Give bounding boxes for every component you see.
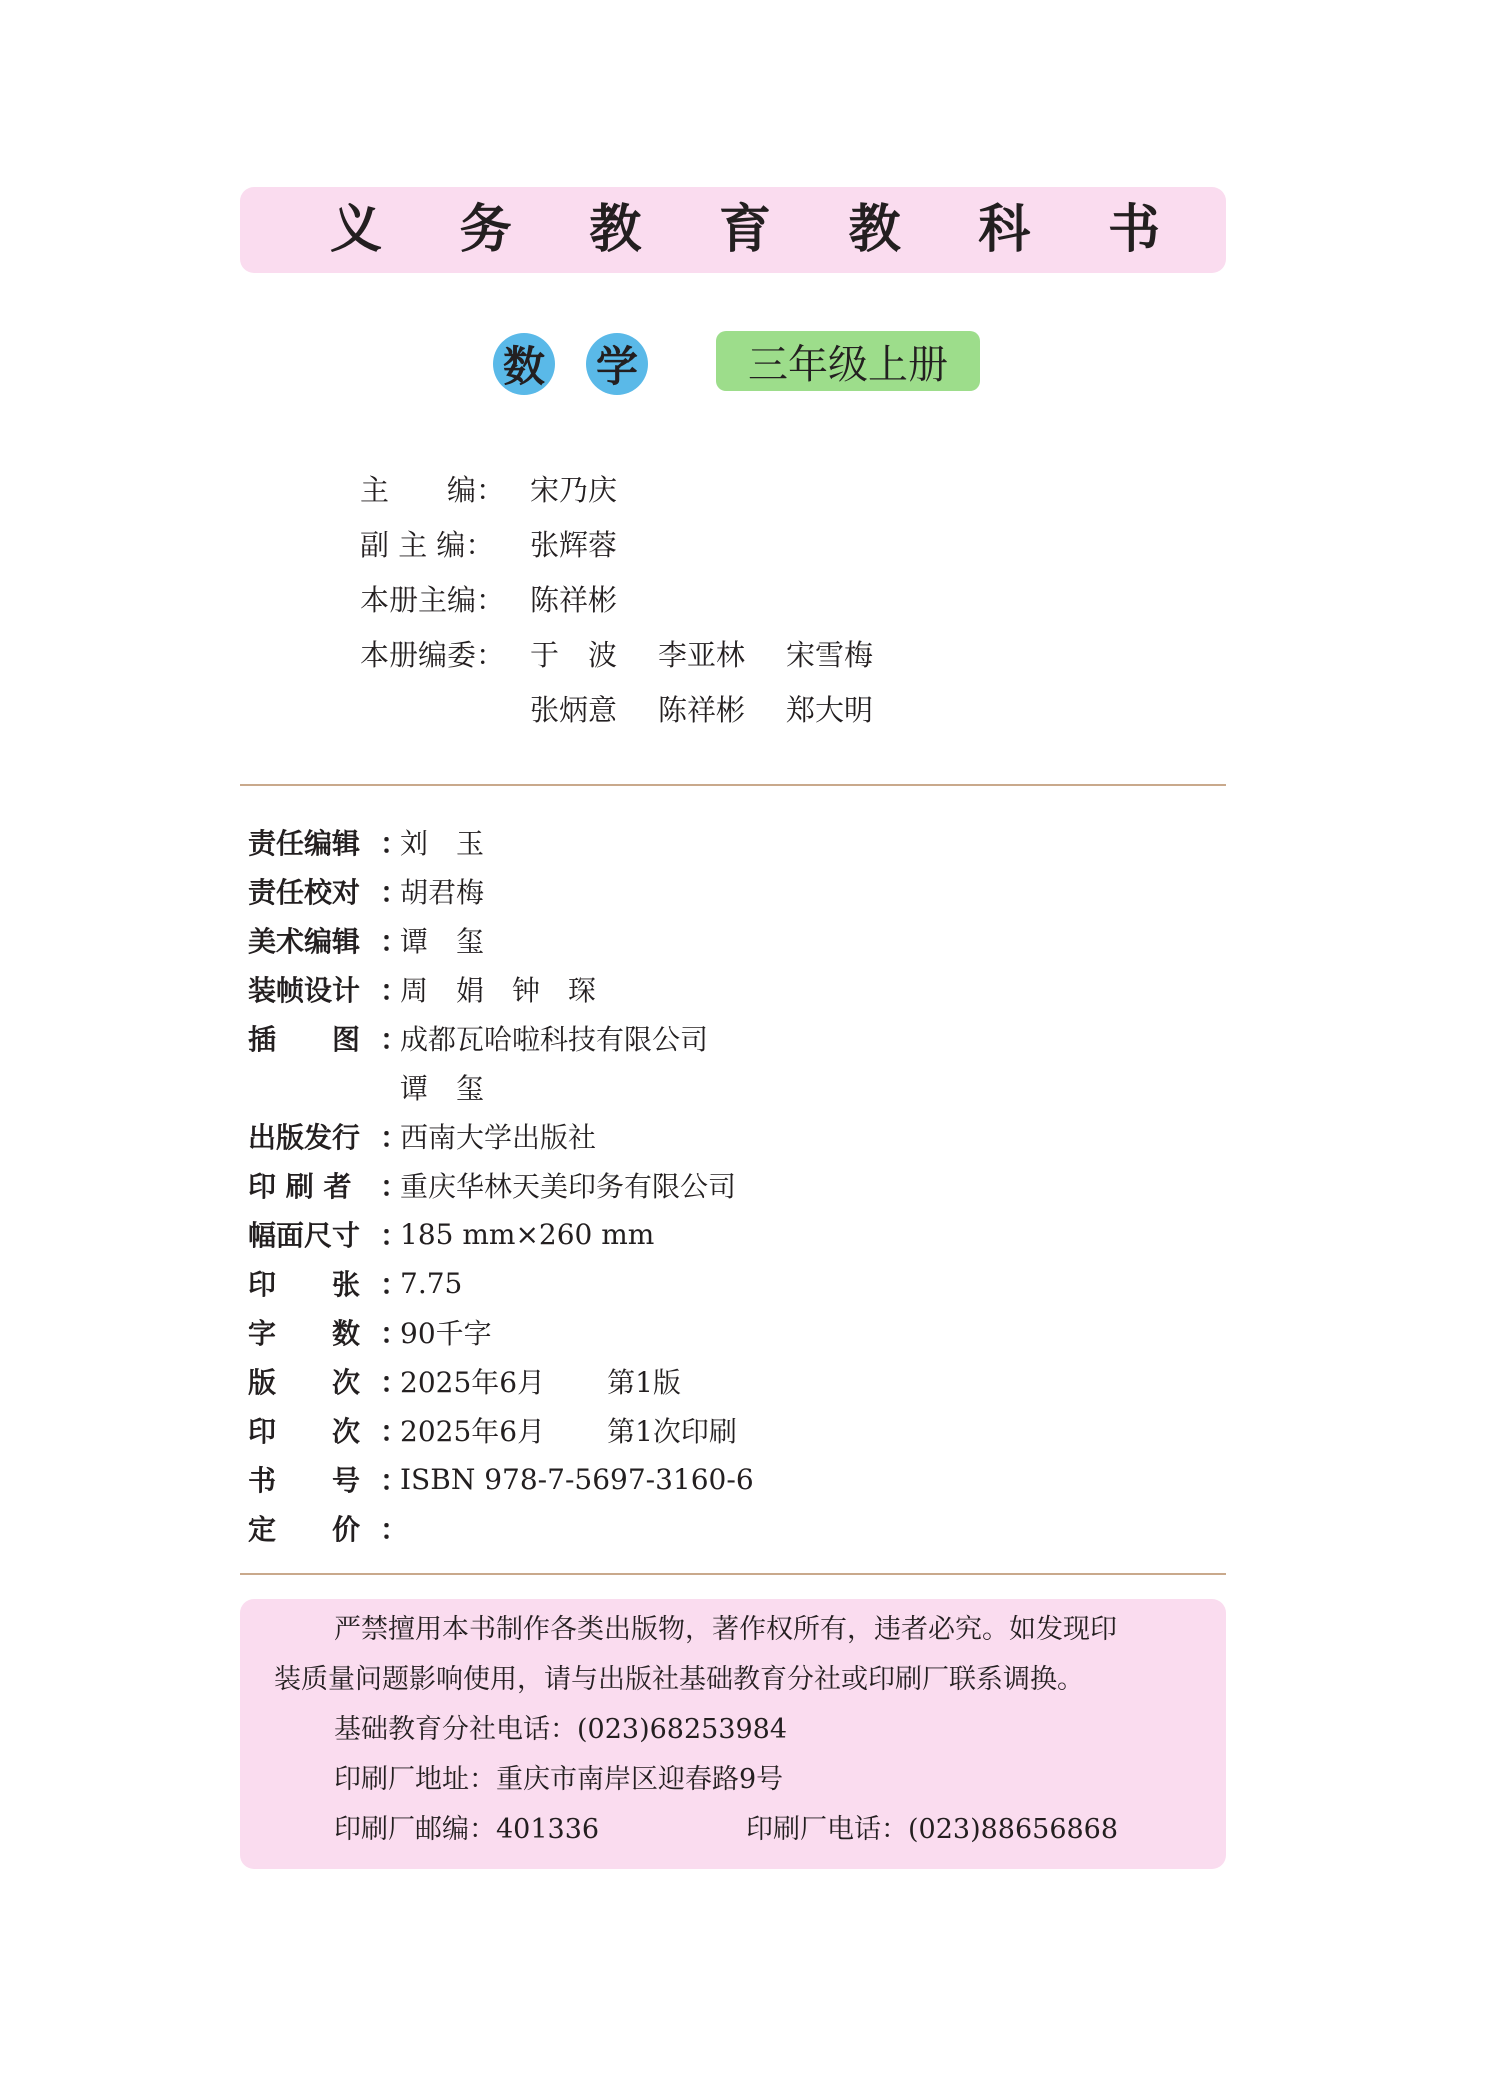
series-title-char: 科 [978,199,1031,260]
editor-name: 张辉蓉 [530,527,618,562]
editor-name: 宋乃庆 [530,472,618,507]
divider [240,784,1226,786]
info-colon: ： [380,1121,409,1154]
info-label: 装帧设计 [248,974,361,1007]
info-colon: ： [380,925,409,958]
info-value: 成都瓦哈啦科技有限公司 [400,1023,709,1056]
info-colon: ： [380,1268,409,1301]
info-label: 字 数 [248,1317,361,1350]
info-colon: ： [380,827,409,860]
info-colon: ： [380,1023,409,1056]
editor-row [360,686,914,730]
info-row [248,1312,492,1352]
editor-name: 陈祥彬 [530,582,618,617]
info-colon: ： [380,1464,409,1497]
info-colon: ： [380,1366,409,1399]
info-colon: ： [380,876,409,909]
series-title-char: 教 [848,199,901,260]
series-title [330,195,1160,265]
info-value: 刘 玉 [400,827,485,860]
info-value: 西南大学出版社 [400,1121,597,1154]
series-title-char: 书 [1107,199,1160,260]
info-row [248,1361,681,1401]
printer-address: 印刷厂地址：重庆市南岸区迎春路9号 [334,1764,784,1795]
series-title-char: 教 [589,199,642,260]
info-label: 美术编辑 [248,925,361,958]
info-row [248,1410,737,1450]
info-colon: ： [380,1415,409,1448]
info-value: 7.75 [400,1266,463,1300]
editor-name: 宋雪梅 [786,637,874,672]
info-row [248,1508,409,1548]
editor-label: 副 主 编： [360,527,495,562]
info-value: 2025年6月 [400,1366,546,1399]
info-colon: ： [380,1170,409,1203]
editor-row [360,631,914,675]
editor-row [360,521,658,565]
info-label: 印 张 [248,1268,361,1301]
info-row [248,822,484,862]
printer-postcode: 印刷厂邮编：401336 [334,1814,600,1845]
info-value: 胡君梅 [400,876,485,909]
info-label: 定 价 [248,1513,361,1546]
info-label: 印 次 [248,1415,361,1448]
grade-badge: 三年级上册 [716,331,980,391]
info-label: 版 次 [248,1366,361,1399]
info-colon: ： [380,1219,409,1252]
info-label: 书 号 [248,1464,361,1497]
info-label: 责任校对 [248,876,361,909]
info-label: 责任编辑 [248,827,361,860]
info-row [248,1263,462,1303]
info-value: 谭 玺 [400,1072,485,1105]
editor-name: 张炳意 [530,692,618,727]
info-value: 2025年6月 [400,1415,546,1448]
info-value: 重庆华林天美印务有限公司 [400,1170,737,1203]
editor-row [360,466,658,510]
info-row [248,1018,708,1058]
subject-char-circle: 数 [493,333,555,395]
series-title-char: 育 [718,199,771,260]
info-row [248,871,484,911]
info-colon: ： [380,1513,409,1546]
info-row [248,920,484,960]
editor-label: 本册编委： [360,637,506,672]
info-value: 第1版 [607,1366,681,1399]
series-title-char: 义 [330,199,383,260]
info-label: 幅面尺寸 [248,1219,361,1252]
info-value: 第1次印刷 [607,1415,737,1448]
publisher-phone: 基础教育分社电话：(023)68253984 [334,1714,788,1745]
editor-name: 郑大明 [786,692,874,727]
editor-name: 李亚林 [658,637,746,672]
info-row [248,1116,596,1156]
info-label: 出版发行 [248,1121,361,1154]
notice-line: 严禁擅用本书制作各类出版物，著作权所有，违者必究。如发现印 [334,1614,1117,1645]
info-value: 谭 玺 [400,925,485,958]
info-row [248,1165,736,1205]
info-colon: ： [380,1317,409,1350]
info-row [248,1214,654,1254]
info-label: 印 刷 者 [248,1170,352,1203]
subject-char-circle: 学 [586,333,648,395]
divider [240,1573,1226,1575]
editor-name: 于 波 [530,637,618,672]
info-row [248,969,596,1009]
info-value: ISBN 978-7-5697-3160-6 [400,1462,754,1496]
editor-label: 本册主编： [360,582,506,617]
info-value: 90千字 [400,1317,492,1350]
editor-row [360,576,658,620]
editor-label: 主 编： [360,472,506,507]
printer-phone: 印刷厂电话：(023)88656868 [746,1814,1119,1845]
info-value: 185 mm×260 mm [400,1217,655,1251]
notice-line: 装质量问题影响使用，请与出版社基础教育分社或印刷厂联系调换。 [274,1664,1084,1695]
info-row [248,1067,484,1107]
info-label: 插 图 [248,1023,361,1056]
series-title-char: 务 [459,199,512,260]
info-colon: ： [380,974,409,1007]
editor-name: 陈祥彬 [658,692,746,727]
info-value: 周 娟 钟 琛 [400,974,597,1007]
info-row [248,1459,754,1499]
